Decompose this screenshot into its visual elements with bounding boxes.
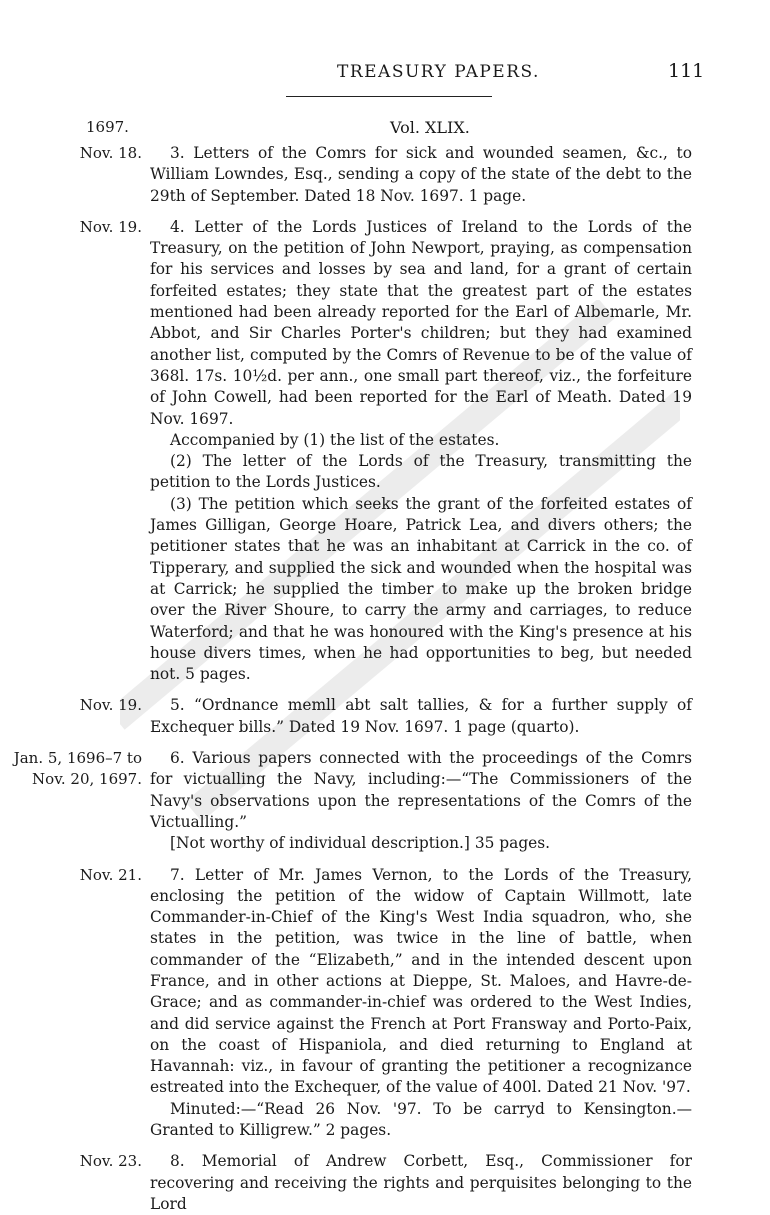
page-number: 111 [668, 60, 705, 82]
entry-body [150, 748, 692, 854]
entry-gap [0, 855, 770, 865]
entry-body [150, 143, 692, 207]
calendar-entry [0, 865, 770, 1142]
entry-paragraph: (3) The petition which seeks the grant of the forfeited estates of James Gilligan, George Hoare, Patrick Lea, and divers others; the petitioner states that he was an inhabitant at Carrick in the co. of Tipperary, and supplied the sick and wounded when the hospital was at Carrick; he supplied the timber to make up the broken bridge over the River Shoure, to carry the army and carriages, to reduce Waterford; and that he was honoured with the King's presence at his house divers times, when he had opportunities to beg, but needed not. 5 pages. [150, 494, 692, 684]
entry-date: Nov. 23. [79, 1152, 142, 1171]
entry-body [150, 695, 692, 738]
entry-date: Nov. 18. [79, 144, 142, 162]
year-label: 1697. [86, 118, 129, 136]
entry-paragraph: Accompanied by (1) the list of the estates. [170, 430, 500, 449]
entry-list [0, 143, 770, 1215]
entry-gap [0, 738, 770, 748]
calendar-entry [0, 143, 770, 207]
calendar-entry [0, 217, 770, 686]
entry-paragraph: 5. “Ordnance memll abt salt tallies, & for a further supply of Exchequer bills.” Dated 19 Nov. 1697. 1 page (quarto). [150, 696, 692, 736]
entry-paragraph: 7. Letter of Mr. James Vernon, to the Lords of the Treasury, enclosing the petition of the widow of Captain Willmott, late Commander-in-Chief of the King's West India squadron, who, she states in the petition, was twice in the line of battle, when commander of the “Elizabeth,” and in the intended descent upon France, and in other actions at Dieppe, St. Maloes, and Havre-de-Grace; and as commander-in-chief was ordered to the West Indies, and did service against the French at Port Fransway and Porto-Paix, on the coast of Hispaniola, and died returning to England at Havannah: viz., in favour of granting the petitioner a recognizance estreated into the Exchequer, of the value of 400l. Dated 21 Nov. '97. [150, 865, 692, 1097]
calendar-entry [0, 748, 770, 854]
entry-body [150, 865, 692, 1142]
entry-date: Nov. 19. [79, 696, 142, 715]
entry-paragraph: Minuted:—“Read 26 Nov. '97. To be carryd to Kensington.—Granted to Killigrew.” 2 pages. [150, 1099, 692, 1140]
entry-gap [0, 685, 770, 695]
entry-gap [0, 1141, 770, 1151]
volume-label: Vol. XLIX. [390, 118, 470, 137]
entry-paragraph: (2) The letter of the Lords of the Treasury, transmitting the petition to the Lords Justices. [150, 452, 692, 492]
entry-gap [0, 207, 770, 217]
entry-date: Nov. 21. [79, 865, 142, 884]
calendar-entry [0, 695, 770, 738]
entry-paragraph: 8. Memorial of Andrew Corbett, Esq., Commissioner for recovering and receiving the rights and perquisites belonging to the Lord [150, 1152, 692, 1213]
entry-body [150, 217, 692, 686]
entry-date: Jan. 5, 1696–7 to Nov. 20, 1697. [13, 749, 142, 789]
entry-paragraph: 4. Letter of the Lords Justices of Ireland to the Lords of the Treasury, on the petition of John Newport, praying, as compensation for his services and losses by sea and land, for a grant of certain forfeited estates; they state that the greatest part of the estates mentioned had been already reported for the Earl of Albemarle, Mr. Abbot, and Sir Charles Porter's children; but they had examined another list, computed by the Comrs of Revenue to be of the value of 368l. 17s. 10½d. per ann., one small part thereof, viz., the forfeiture of John Cowell, had been reported for the Earl of Meath. Dated 19 Nov. 1697. [150, 217, 692, 428]
entry-body [150, 1151, 692, 1215]
entry-paragraph: 6. Various papers connected with the proceedings of the Comrs for victualling the Navy, including:—“The Commissioners of the Navy's observations upon the representations of the Comrs of the Victualling.” [150, 749, 692, 831]
calendar-entry [0, 1151, 770, 1215]
entry-date: Nov. 19. [79, 217, 142, 236]
running-header [0, 62, 770, 90]
entry-paragraph: 3. Letters of the Comrs for sick and wounded seamen, &c., to William Lowndes, Esq., sending a copy of the state of the debt to the 29th of September. Dated 18 Nov. 1697. 1 page. [150, 144, 692, 205]
header-rule [286, 96, 492, 97]
header-title: TREASURY PAPERS. [337, 62, 540, 82]
entry-paragraph: [Not worthy of individual description.] 35 pages. [170, 834, 551, 853]
